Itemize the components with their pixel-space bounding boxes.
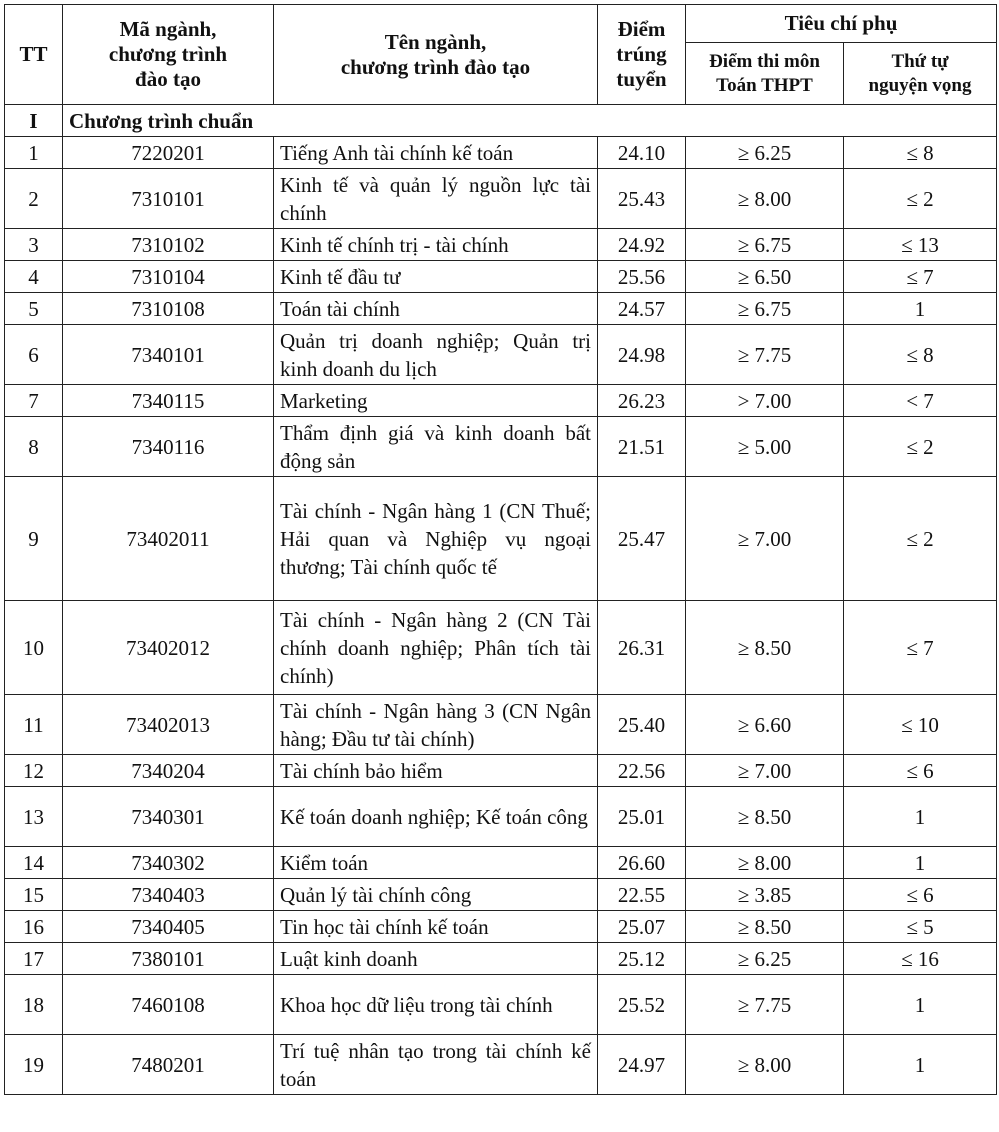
- cell-name: Kinh tế đầu tư: [274, 261, 598, 293]
- admission-score-table: [4, 4, 997, 1095]
- cell-tt: 2: [5, 169, 63, 229]
- table-row: [5, 601, 997, 695]
- cell-score: 25.56: [598, 261, 686, 293]
- cell-math: ≥ 6.25: [686, 137, 844, 169]
- table-row: [5, 229, 997, 261]
- cell-math: ≥ 3.85: [686, 879, 844, 911]
- cell-order: 1: [844, 975, 997, 1035]
- cell-name: Tiếng Anh tài chính kế toán: [274, 137, 598, 169]
- table-row: [5, 137, 997, 169]
- cell-math: ≥ 8.50: [686, 911, 844, 943]
- cell-math: ≥ 6.50: [686, 261, 844, 293]
- cell-order: 1: [844, 1035, 997, 1095]
- cell-code: 7340403: [63, 879, 274, 911]
- cell-tt: 11: [5, 695, 63, 755]
- cell-code: 73402011: [63, 477, 274, 601]
- cell-score: 25.40: [598, 695, 686, 755]
- cell-math: ≥ 6.60: [686, 695, 844, 755]
- table-row: [5, 417, 997, 477]
- cell-order: ≤ 8: [844, 137, 997, 169]
- col-header-score: Điểm trúng tuyển: [598, 5, 686, 105]
- cell-code: 7460108: [63, 975, 274, 1035]
- table-row: [5, 695, 997, 755]
- cell-name: Quản trị doanh nghiệp; Quản trị kinh doanh du lịch: [274, 325, 598, 385]
- cell-code: 7480201: [63, 1035, 274, 1095]
- cell-tt: 17: [5, 943, 63, 975]
- cell-order: 1: [844, 847, 997, 879]
- cell-score: 24.97: [598, 1035, 686, 1095]
- cell-score: 26.31: [598, 601, 686, 695]
- cell-name: Tin học tài chính kế toán: [274, 911, 598, 943]
- cell-tt: 13: [5, 787, 63, 847]
- cell-name: Thẩm định giá và kinh doanh bất động sản: [274, 417, 598, 477]
- table-row: [5, 755, 997, 787]
- section-row: [5, 105, 997, 137]
- cell-tt: 5: [5, 293, 63, 325]
- cell-code: 7340301: [63, 787, 274, 847]
- cell-name: Toán tài chính: [274, 293, 598, 325]
- cell-tt: 12: [5, 755, 63, 787]
- cell-score: 25.47: [598, 477, 686, 601]
- cell-tt: 4: [5, 261, 63, 293]
- cell-order: 1: [844, 293, 997, 325]
- cell-math: ≥ 7.75: [686, 325, 844, 385]
- table-row: [5, 975, 997, 1035]
- cell-name: Kiểm toán: [274, 847, 598, 879]
- cell-math: ≥ 5.00: [686, 417, 844, 477]
- cell-order: ≤ 2: [844, 417, 997, 477]
- table-row: [5, 787, 997, 847]
- cell-tt: 16: [5, 911, 63, 943]
- col-header-order: Thứ tự nguyện vọng: [844, 43, 997, 105]
- table-row: [5, 385, 997, 417]
- cell-order: ≤ 6: [844, 879, 997, 911]
- cell-score: 25.52: [598, 975, 686, 1035]
- cell-code: 7220201: [63, 137, 274, 169]
- cell-score: 25.01: [598, 787, 686, 847]
- cell-code: 7310101: [63, 169, 274, 229]
- cell-math: ≥ 8.00: [686, 847, 844, 879]
- table-row: [5, 293, 997, 325]
- cell-math: ≥ 7.00: [686, 477, 844, 601]
- section-title: Chương trình chuẩn: [63, 105, 997, 137]
- cell-name: Tài chính - Ngân hàng 1 (CN Thuế; Hải quan và Nghiệp vụ ngoại thương; Tài chính quốc tế: [274, 477, 598, 601]
- table-row: [5, 847, 997, 879]
- cell-math: > 7.00: [686, 385, 844, 417]
- cell-score: 22.55: [598, 879, 686, 911]
- cell-order: ≤ 6: [844, 755, 997, 787]
- cell-score: 22.56: [598, 755, 686, 787]
- cell-tt: 6: [5, 325, 63, 385]
- table-row: [5, 943, 997, 975]
- cell-order: ≤ 2: [844, 169, 997, 229]
- section-tt: I: [5, 105, 63, 137]
- cell-order: ≤ 10: [844, 695, 997, 755]
- cell-code: 7340302: [63, 847, 274, 879]
- cell-tt: 1: [5, 137, 63, 169]
- cell-code: 7340204: [63, 755, 274, 787]
- cell-name: Luật kinh doanh: [274, 943, 598, 975]
- cell-code: 7340115: [63, 385, 274, 417]
- cell-tt: 10: [5, 601, 63, 695]
- col-header-tt: TT: [5, 5, 63, 105]
- cell-math: ≥ 8.50: [686, 787, 844, 847]
- cell-name: Kế toán doanh nghiệp; Kế toán công: [274, 787, 598, 847]
- cell-tt: 14: [5, 847, 63, 879]
- cell-tt: 15: [5, 879, 63, 911]
- cell-code: 7310102: [63, 229, 274, 261]
- cell-code: 7340116: [63, 417, 274, 477]
- table-row: [5, 325, 997, 385]
- cell-code: 7380101: [63, 943, 274, 975]
- cell-math: ≥ 8.50: [686, 601, 844, 695]
- cell-name: Tài chính bảo hiểm: [274, 755, 598, 787]
- cell-tt: 3: [5, 229, 63, 261]
- table-row: [5, 1035, 997, 1095]
- cell-name: Trí tuệ nhân tạo trong tài chính kế toán: [274, 1035, 598, 1095]
- cell-score: 24.98: [598, 325, 686, 385]
- cell-order: ≤ 5: [844, 911, 997, 943]
- cell-score: 24.92: [598, 229, 686, 261]
- table-row: [5, 477, 997, 601]
- cell-name: Marketing: [274, 385, 598, 417]
- table-row: [5, 911, 997, 943]
- cell-math: ≥ 6.25: [686, 943, 844, 975]
- cell-code: 7310104: [63, 261, 274, 293]
- cell-score: 24.57: [598, 293, 686, 325]
- cell-tt: 19: [5, 1035, 63, 1095]
- cell-score: 24.10: [598, 137, 686, 169]
- cell-code: 7310108: [63, 293, 274, 325]
- col-header-code: Mã ngành, chương trình đào tạo: [63, 5, 274, 105]
- cell-order: ≤ 16: [844, 943, 997, 975]
- cell-math: ≥ 7.75: [686, 975, 844, 1035]
- col-header-name: Tên ngành, chương trình đào tạo: [274, 5, 598, 105]
- cell-code: 73402012: [63, 601, 274, 695]
- cell-name: Kinh tế và quản lý nguồn lực tài chính: [274, 169, 598, 229]
- cell-code: 73402013: [63, 695, 274, 755]
- cell-score: 25.43: [598, 169, 686, 229]
- cell-order: ≤ 8: [844, 325, 997, 385]
- table-row: [5, 879, 997, 911]
- cell-math: ≥ 7.00: [686, 755, 844, 787]
- cell-order: 1: [844, 787, 997, 847]
- cell-score: 21.51: [598, 417, 686, 477]
- cell-tt: 8: [5, 417, 63, 477]
- cell-order: ≤ 7: [844, 261, 997, 293]
- cell-order: ≤ 13: [844, 229, 997, 261]
- cell-code: 7340405: [63, 911, 274, 943]
- cell-name: Tài chính - Ngân hàng 3 (CN Ngân hàng; Đầu tư tài chính): [274, 695, 598, 755]
- cell-math: ≥ 8.00: [686, 169, 844, 229]
- col-header-math: Điểm thi môn Toán THPT: [686, 43, 844, 105]
- cell-score: 25.07: [598, 911, 686, 943]
- cell-score: 25.12: [598, 943, 686, 975]
- cell-math: ≥ 6.75: [686, 293, 844, 325]
- cell-name: Khoa học dữ liệu trong tài chính: [274, 975, 598, 1035]
- cell-tt: 18: [5, 975, 63, 1035]
- cell-math: ≥ 8.00: [686, 1035, 844, 1095]
- table-row: [5, 261, 997, 293]
- cell-name: Tài chính - Ngân hàng 2 (CN Tài chính doanh nghiệp; Phân tích tài chính): [274, 601, 598, 695]
- cell-math: ≥ 6.75: [686, 229, 844, 261]
- cell-name: Quản lý tài chính công: [274, 879, 598, 911]
- col-header-criteria: Tiêu chí phụ: [686, 5, 997, 43]
- cell-name: Kinh tế chính trị - tài chính: [274, 229, 598, 261]
- cell-order: < 7: [844, 385, 997, 417]
- cell-code: 7340101: [63, 325, 274, 385]
- cell-order: ≤ 2: [844, 477, 997, 601]
- cell-order: ≤ 7: [844, 601, 997, 695]
- cell-tt: 9: [5, 477, 63, 601]
- table-row: [5, 169, 997, 229]
- cell-score: 26.23: [598, 385, 686, 417]
- cell-score: 26.60: [598, 847, 686, 879]
- cell-tt: 7: [5, 385, 63, 417]
